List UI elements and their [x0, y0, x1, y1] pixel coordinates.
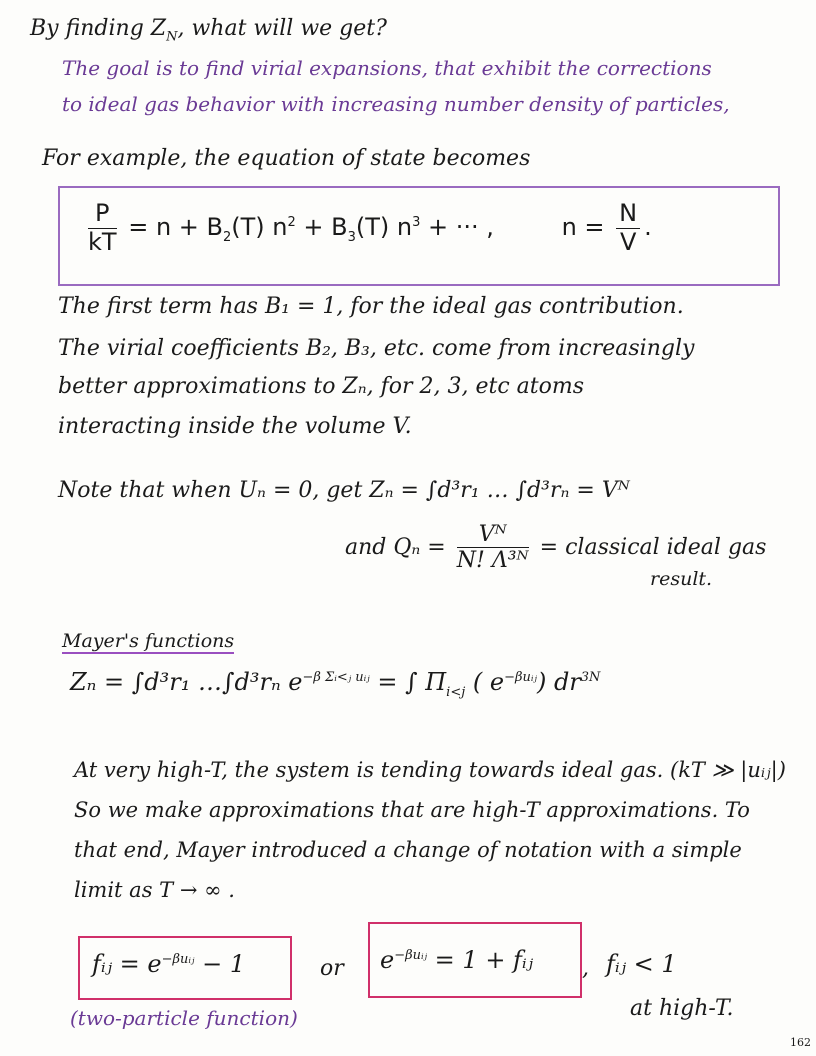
para1-line1: The first term has B₁ = 1, for the ideal gas contribution. — [58, 294, 684, 319]
para1-line2: The virial coefficients B₂, B₃, etc. come from increasingly — [58, 336, 695, 361]
eq-sup: 2 — [287, 215, 296, 231]
f-limit: fᵢⱼ < 1 — [606, 950, 677, 978]
note-line1: Note that when Uₙ = 0, get Zₙ = ∫d³r₁ … ∫d³rₙ = Vᴺ — [58, 478, 630, 503]
eq-part: (T) n — [355, 213, 413, 242]
eq-part: Zₙ = ∫d³r₁ …∫d³rₙ e — [70, 668, 303, 696]
eq-sup: 3N — [580, 670, 601, 685]
n-over-v — [616, 200, 640, 256]
eq-part: fᵢⱼ = e — [92, 950, 162, 978]
frac-num: N — [616, 200, 640, 229]
eq-part: = ∫ Π — [369, 668, 447, 696]
frac-den: kT — [88, 227, 117, 256]
eq-part: = n + B — [128, 213, 223, 242]
question-sub: N — [166, 29, 178, 45]
para1-line3: better approximations to Zₙ, for 2, 3, etc atoms — [58, 374, 585, 399]
e-definition — [380, 946, 533, 974]
eq-sub: 2 — [222, 229, 232, 245]
eq-sup: −βuᵢⱼ — [394, 948, 428, 963]
eq-sub: i<j — [446, 684, 466, 700]
mayer-equation — [70, 668, 600, 700]
page-number: 162 — [790, 1036, 811, 1049]
note-result: = classical ideal gas — [539, 534, 767, 560]
para2-line2: So we make approximations that are high-T approximations. To — [74, 798, 750, 822]
eq-part: ) dr — [536, 668, 581, 696]
eq-sup: −βuᵢⱼ — [161, 952, 195, 967]
state-equation — [84, 200, 652, 256]
goal-line-1: The goal is to find virial expansions, that exhibit the corrections — [62, 56, 712, 80]
para2-line1: At very high-T, the system is tending towards ideal gas. (kT ≫ |uᵢⱼ|) — [74, 758, 786, 782]
para1-line4: interacting inside the volume V. — [58, 414, 412, 439]
frac-den: N! Λ³ᴺ — [456, 548, 529, 574]
frac-num: Vᴺ — [457, 522, 529, 548]
frac-den: V — [619, 227, 637, 256]
question-end: , what will we get? — [177, 16, 387, 41]
eq-sup: 3 — [412, 215, 421, 231]
eq-part: + B — [295, 213, 348, 242]
note-result2: result. — [650, 568, 713, 590]
or-text: or — [320, 956, 344, 981]
qn-fraction — [457, 522, 529, 574]
f-limit-2: at high-T. — [630, 996, 734, 1021]
note-and: and Qₙ = — [345, 534, 446, 560]
note-line2 — [345, 522, 766, 574]
mayer-heading-text: Mayer's functions — [62, 630, 235, 652]
intro-question — [30, 16, 387, 44]
para2-line3: that end, Mayer introduced a change of notation with a simple — [74, 838, 742, 862]
goal-line-2: to ideal gas behavior with increasing number density of particles, — [62, 92, 730, 116]
example-line: For example, the equation of state becomes — [42, 146, 531, 171]
eq-part: = 1 + fᵢⱼ — [427, 946, 534, 974]
frac-num: P — [88, 200, 117, 229]
eq-part: . — [644, 213, 652, 242]
eq-part: (T) n — [231, 213, 288, 242]
eq-sup: −βuᵢⱼ — [504, 670, 537, 685]
eq-part: ( e — [472, 668, 505, 696]
f-definition — [92, 950, 245, 978]
eq-sub: 3 — [347, 229, 356, 245]
p-over-kt — [88, 200, 117, 256]
eq-sup: −β Σᵢ<ⱼ uᵢⱼ — [302, 670, 370, 685]
eq-part: + ··· , — [420, 213, 494, 242]
question-text: By finding Z — [30, 16, 167, 41]
comma: , — [582, 956, 589, 981]
n-def: n = — [561, 213, 605, 242]
para2-line4: limit as T → ∞ . — [74, 878, 235, 902]
eq-part: − 1 — [194, 950, 246, 978]
two-particle-caption: (two-particle function) — [70, 1006, 298, 1030]
mayer-heading — [62, 630, 234, 652]
eq-part: e — [380, 946, 395, 974]
